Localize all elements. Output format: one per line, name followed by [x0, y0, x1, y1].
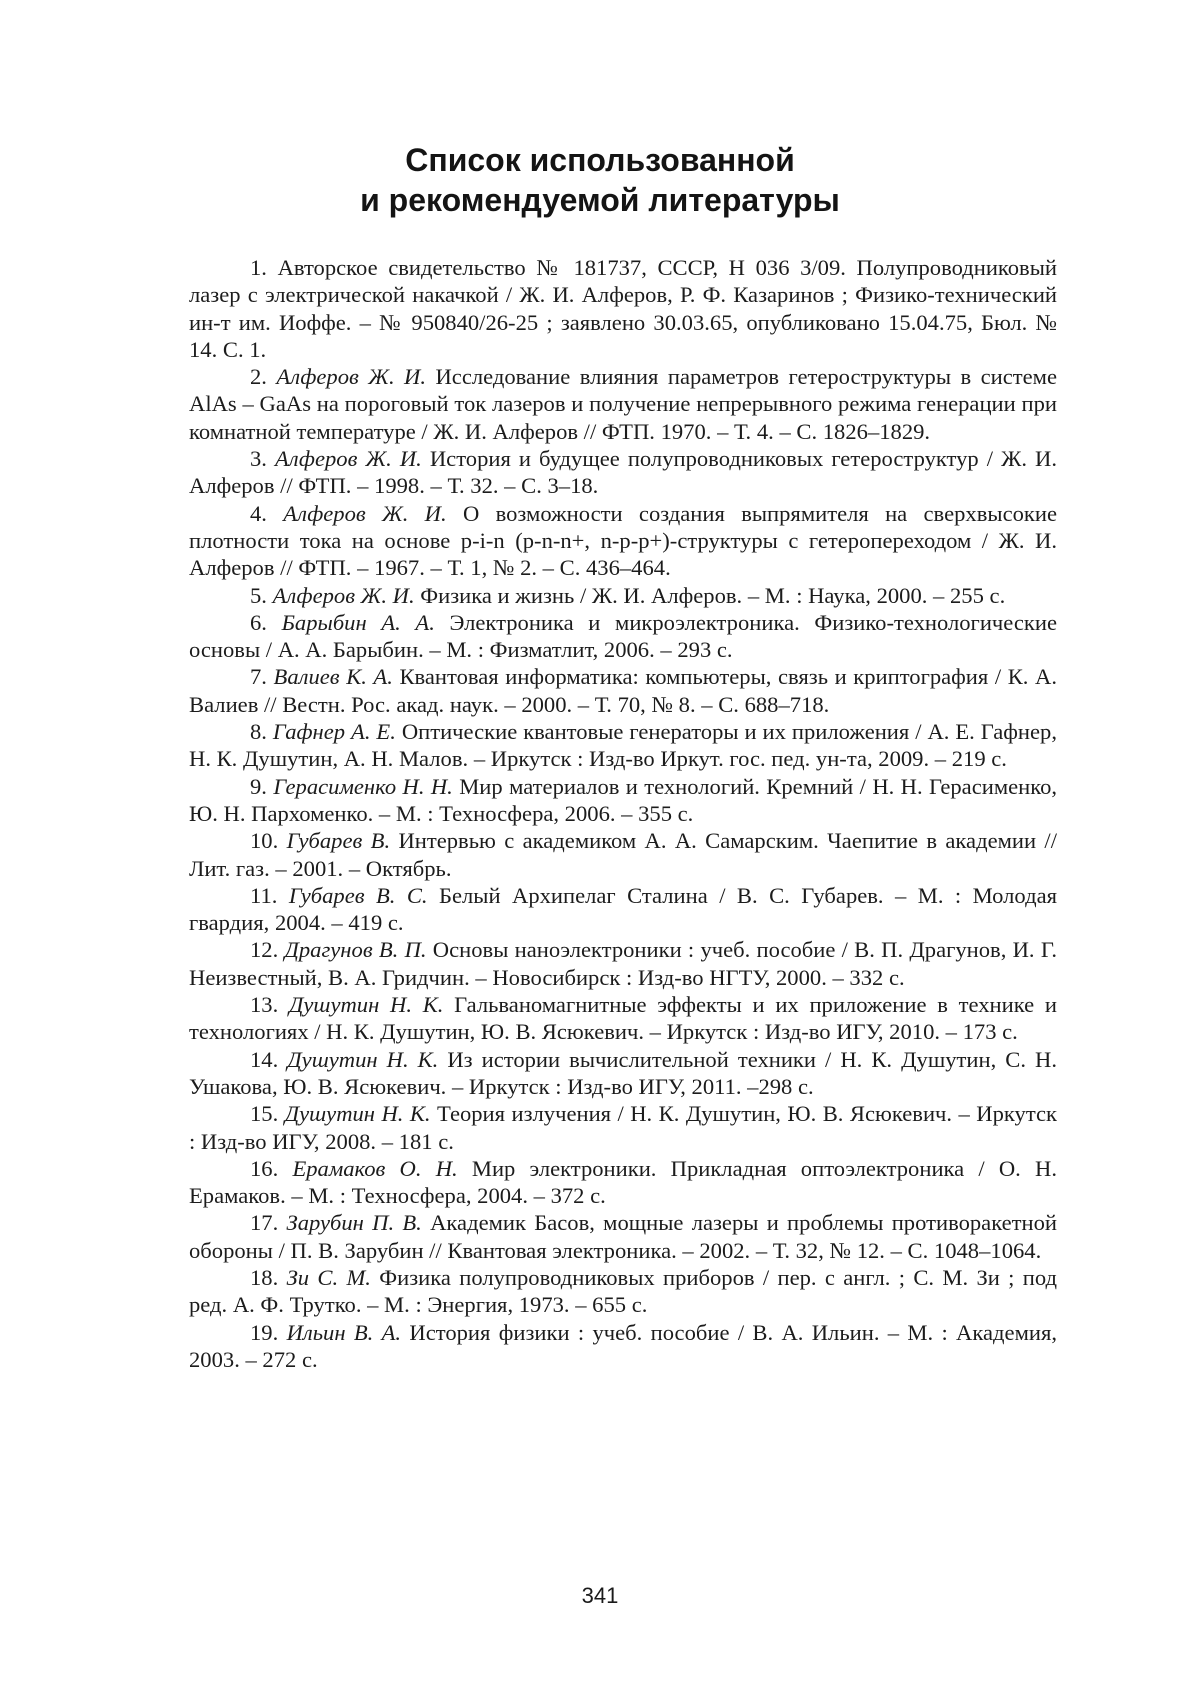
- reference-text: История физики : учеб. пособие / В. А. Ильин. – М. : Академия, 2003. – 272 с.: [189, 1319, 1057, 1372]
- reference-author: Гафнер А. Е.: [272, 719, 396, 745]
- reference-author: Барыбин А. А.: [281, 609, 435, 635]
- reference-text: Академик Басов, мощные лазеры и проблемы противоракетной обороны / П. В. Зарубин // Квантовая электроника. – 2002. – Т. 32, № 12. – С. 1048–1064.: [189, 1210, 1057, 1263]
- reference-text: Основы наноэлектроники : учеб. пособие / В. П. Драгунов, И. Г. Неизвестный, В. А. Гридчин. – Новосибирск : Изд-во НГТУ, 2000. – 332 с.: [189, 937, 1057, 990]
- reference-item: [189, 773, 1057, 828]
- reference-number: 18.: [250, 1264, 279, 1290]
- reference-item: [189, 882, 1057, 937]
- reference-list: [189, 254, 1057, 1373]
- reference-author: Губарев В.: [286, 828, 391, 854]
- reference-number: 19.: [250, 1319, 279, 1345]
- reference-author: Губарев В. С.: [288, 882, 428, 908]
- reference-author: Зи С. М.: [286, 1264, 371, 1290]
- reference-text: История и будущее полупроводниковых гетероструктур / Ж. И. Алферов // ФТП. – 1998. – Т. 32. – С. 3–18.: [189, 446, 1057, 499]
- reference-number: 11.: [250, 882, 278, 908]
- reference-text: Оптические квантовые генераторы и их приложения / А. Е. Гафнер, Н. К. Душутин, А. Н. Малов. – Иркутск : Изд-во Иркут. гос. пед. ун-та, 2009. – 219 с.: [189, 719, 1057, 772]
- reference-author: Ерамаков О. Н.: [292, 1155, 458, 1181]
- reference-item: [189, 1264, 1057, 1319]
- reference-author: Алферов Ж. И.: [272, 582, 415, 608]
- reference-author: Алферов Ж. И.: [275, 446, 422, 472]
- reference-item: [189, 1100, 1057, 1155]
- reference-text: Исследование влияния параметров гетероструктуры в системе AlAs – GaAs на пороговый ток лазеров и получение непрерывного режима генерации при комнатной температуре / Ж. И. Алферов // ФТП. 1970. – Т. 4. – С. 1826–1829.: [189, 364, 1057, 444]
- reference-number: 14.: [250, 1046, 279, 1072]
- reference-text: Мир материалов и технологий. Кремний / Н. Н. Герасименко, Ю. Н. Пархоменко. – М. : Техносфера, 2006. – 355 с.: [189, 773, 1058, 826]
- reference-number: 3.: [250, 446, 267, 472]
- reference-text: О возможности создания выпрямителя на сверхвысокие плотности тока на основе p-i-n (p-n-n+, n-p-p+)-структуры с гетеропереходом / Ж. И. Алферов // ФТП. – 1967. – Т. 1, № 2. – С. 436–464.: [189, 500, 1057, 581]
- reference-text: Из истории вычислительной техники / Н. К. Душутин, С. Н. Ушакова, Ю. В. Ясюкевич. – Иркутск : Изд-во ИГУ, 2011. –298 с.: [189, 1046, 1057, 1099]
- reference-number: 2.: [250, 364, 267, 390]
- reference-text: Теория излучения / Н. К. Душутин, Ю. В. Ясюкевич. – Иркутск : Изд-во ИГУ, 2008. – 181 с.: [189, 1101, 1057, 1154]
- reference-author: Алферов Ж. И.: [283, 500, 447, 526]
- reference-item: [189, 254, 1057, 363]
- reference-author: Алферов Ж. И.: [276, 364, 427, 390]
- reference-item: [189, 827, 1057, 882]
- reference-item: [189, 609, 1057, 664]
- reference-text: Белый Архипелаг Сталина / В. С. Губарев. – М. : Молодая гвардия, 2004. – 419 с.: [189, 882, 1057, 936]
- title-line-2: и рекомендуемой литературы: [360, 182, 840, 218]
- reference-text: Квантовая информатика: компьютеры, связь и криптография / К. А. Валиев // Вестн. Рос. акад. наук. – 2000. – Т. 70, № 8. – С. 688–718.: [189, 664, 1057, 717]
- reference-text: Физика и жизнь / Ж. И. Алферов. – М. : Наука, 2000. – 255 с.: [420, 582, 1006, 608]
- page-number: 341: [581, 1583, 619, 1608]
- reference-number: 6.: [250, 609, 267, 635]
- reference-item: [189, 582, 1057, 609]
- reference-item: [189, 1319, 1057, 1374]
- reference-number: 1.: [250, 255, 267, 280]
- reference-number: 15.: [250, 1101, 279, 1127]
- reference-item: [189, 1209, 1057, 1264]
- reference-number: 13.: [250, 992, 279, 1018]
- reference-number: 12.: [250, 937, 279, 963]
- reference-item: [189, 445, 1057, 500]
- title-line-1: Список использованной: [405, 142, 795, 178]
- reference-number: 5.: [250, 582, 267, 608]
- reference-item: [189, 991, 1057, 1046]
- reference-author: Зарубин П. В.: [286, 1210, 422, 1236]
- reference-author: Ильин В. А.: [286, 1319, 402, 1345]
- reference-item: [189, 1046, 1057, 1101]
- reference-item: [189, 936, 1057, 991]
- reference-number: 7.: [250, 664, 267, 690]
- reference-text: Физика полупроводниковых приборов / пер. с англ. ; С. М. Зи ; под ред. А. Ф. Трутко. – М. : Энергия, 1973. – 655 с.: [189, 1264, 1058, 1318]
- reference-number: 4.: [250, 500, 267, 526]
- reference-text: Гальваномагнитные эффекты и их приложение в технике и технологиях / Н. К. Душутин, Ю. В. Ясюкевич. – Иркутск : Изд-во ИГУ, 2010. – 173 с.: [189, 992, 1057, 1045]
- reference-text: Авторское свидетельство № 181737, СССР, Н 036 3/09. Полупроводниковый лазер с электрической накачкой / Ж. И. Алферов, Р. Ф. Казаринов ; Физико-технический ин-т им. Иоффе. – № 950840/26-25 ; заявлено 30.03.65, опубликовано 15.04.75, Бюл. № 14. С. 1.: [189, 255, 1057, 362]
- page-title: [0, 140, 1200, 220]
- reference-item: [189, 663, 1057, 718]
- reference-author: Герасименко Н. Н.: [273, 773, 453, 799]
- reference-number: 16.: [250, 1155, 279, 1181]
- reference-number: 10.: [250, 828, 279, 854]
- reference-number: 17.: [250, 1210, 279, 1236]
- reference-item: [189, 1155, 1057, 1210]
- reference-text: Мир электроники. Прикладная оптоэлектроника / О. Н. Ерамаков. – М. : Техносфера, 2004. – 372 с.: [189, 1155, 1057, 1209]
- reference-author: Валиев К. А.: [273, 664, 393, 690]
- reference-author: Драгунов В. П.: [284, 937, 427, 963]
- reference-author: Душутин Н. К.: [284, 1101, 431, 1127]
- reference-item: [189, 718, 1057, 773]
- reference-item: [189, 363, 1057, 445]
- reference-item: [189, 500, 1057, 582]
- reference-author: Душутин Н. К.: [288, 992, 444, 1018]
- reference-text: Интервью с академиком А. А. Самарским. Чаепитие в академии // Лит. газ. – 2001. – Октябрь.: [189, 828, 1057, 881]
- reference-author: Душутин Н. К.: [287, 1046, 439, 1072]
- reference-text: Электроника и микроэлектроника. Физико-технологические основы / А. А. Барыбин. – М. : Физматлит, 2006. – 293 с.: [189, 609, 1057, 663]
- reference-number: 8.: [250, 719, 267, 745]
- reference-number: 9.: [250, 773, 267, 799]
